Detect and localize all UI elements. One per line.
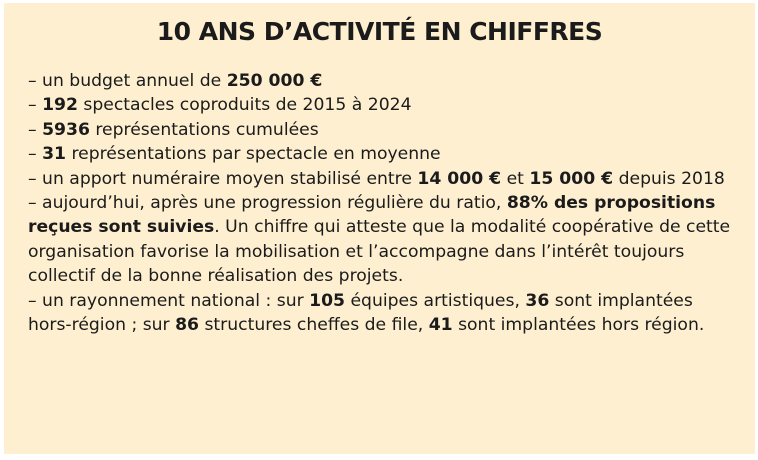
item-text: – aujourd’hui, après une progression régulière du ratio, <box>28 193 507 214</box>
list-item <box>28 289 740 338</box>
item-text: – <box>28 95 43 116</box>
item-text: – un apport numéraire moyen stabilisé entre <box>28 168 418 189</box>
key-figure: 14 000 € <box>417 168 502 189</box>
key-figure: 88% des propositions reçues sont suivies <box>28 193 716 238</box>
item-text: et <box>501 168 530 189</box>
list-item <box>28 191 740 289</box>
key-figure: 15 000 € <box>529 168 614 189</box>
item-text: équipes artistiques, <box>345 290 526 311</box>
item-text: depuis 2018 <box>613 168 725 189</box>
list-item <box>28 93 740 117</box>
list-item <box>28 118 740 142</box>
item-text: sont implantées hors région. <box>452 315 705 336</box>
item-text: structures cheffes de file, <box>199 315 429 336</box>
item-text: – <box>28 144 43 165</box>
item-text: représentations par spectacle en moyenne <box>65 144 441 165</box>
key-figure: 5936 <box>42 119 90 140</box>
key-figure: 86 <box>175 315 200 336</box>
item-text: spectacles coproduits de 2015 à 2024 <box>77 95 412 116</box>
item-text: – un rayonnement national : sur <box>28 290 310 311</box>
list-item <box>28 167 740 191</box>
item-text: représentations cumulées <box>89 119 319 140</box>
item-text: sont implantées hors-région ; sur <box>28 290 693 336</box>
key-figure: 105 <box>309 290 346 311</box>
key-figure: 192 <box>42 95 78 116</box>
panel-title: 10 ANS D’ACTIVITÉ EN CHIFFRES <box>156 17 603 46</box>
key-figure: 41 <box>428 315 453 336</box>
key-figure: 36 <box>525 290 550 311</box>
info-panel <box>4 3 755 454</box>
key-figure: 250 000 € <box>226 71 323 91</box>
item-text: – un budget annuel de <box>28 71 227 91</box>
key-figure: 31 <box>42 144 66 165</box>
list-item <box>28 142 740 166</box>
item-text: . Un chiffre qui atteste que la modalité coopérative de cette organisation favorise la mobilisation et l’accompagne dans l’intérêt toujours collectif de la bonne réalisation des projets. <box>28 217 731 287</box>
list-item <box>28 69 740 93</box>
item-text: – <box>28 119 43 140</box>
key-figures-list <box>28 69 740 337</box>
